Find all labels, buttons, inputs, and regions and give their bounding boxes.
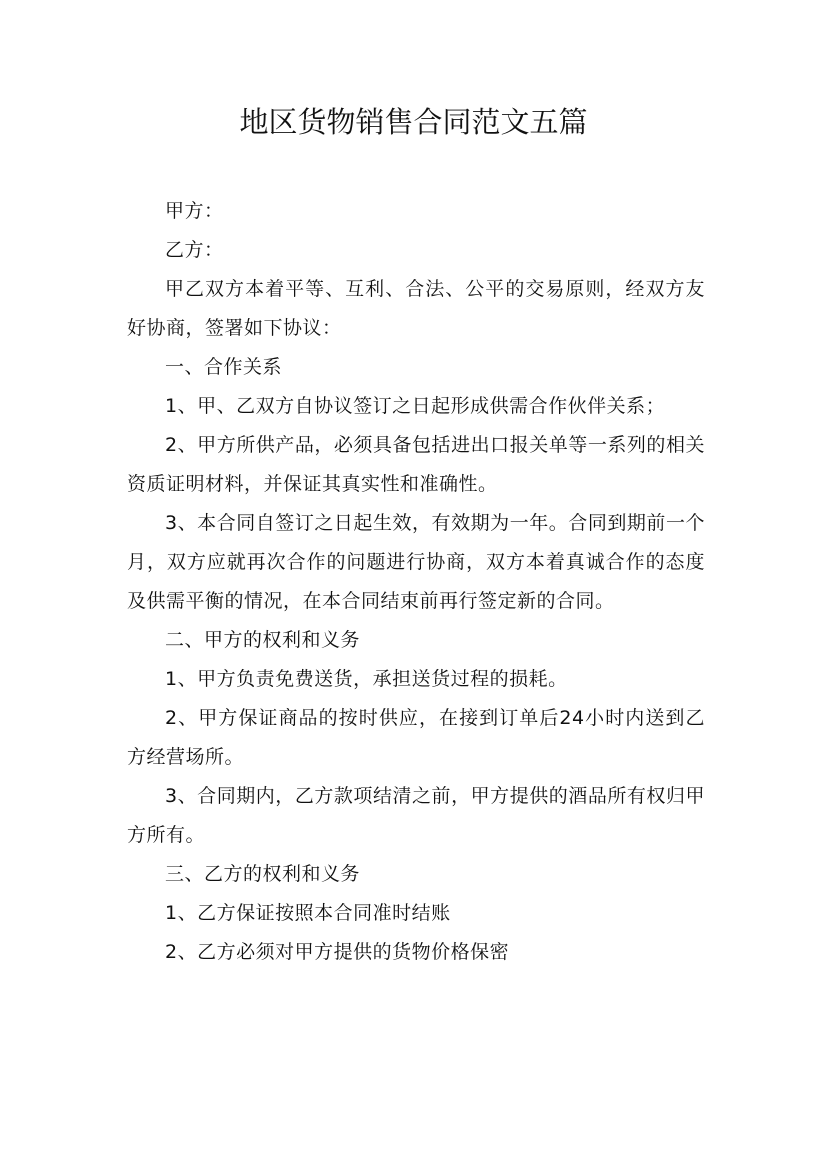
party-a-line: 甲方： (165, 200, 224, 222)
clause-1-3: 3、本合同自签订之日起生效，有效期为一年。合同到期前一个月，双方应就再次合作的问题进行协商，双方本着真诚合作的态度及供需平衡的情况，在本合同结束前再行签定新的合同。 (127, 512, 705, 612)
preamble-paragraph: 甲乙双方本着平等、互利、合法、公平的交易原则，经双方友好协商，签署如下协议： (127, 278, 705, 339)
clause-2-1: 1、甲方负责免费送货，承担送货过程的损耗。 (165, 668, 568, 690)
document-title: 地区货物销售合同范文五篇 (239, 105, 588, 139)
clause-3-2: 2、乙方必须对甲方提供的货物价格保密 (165, 941, 510, 963)
document-body (127, 192, 705, 972)
section-heading-1: 一、合作关系 (165, 356, 283, 378)
clause-2-3: 3、合同期内，乙方款项结清之前，甲方提供的酒品所有权归甲方所有。 (127, 785, 705, 846)
clause-3-1: 1、乙方保证按照本合同准时结账 (165, 902, 451, 924)
clause-2-2: 2、甲方保证商品的按时供应，在接到订单后24小时内送到乙方经营场所。 (127, 707, 705, 768)
section-heading-2: 二、甲方的权利和义务 (165, 629, 361, 651)
clause-1-1: 1、甲、乙双方自协议签订之日起形成供需合作伙伴关系； (165, 395, 666, 417)
clause-1-2: 2、甲方所供产品，必须具备包括进出口报关单等一系列的相关资质证明材料，并保证其真实性和准确性。 (127, 434, 705, 495)
section-heading-3: 三、乙方的权利和义务 (165, 863, 361, 885)
party-b-line: 乙方： (165, 239, 224, 261)
